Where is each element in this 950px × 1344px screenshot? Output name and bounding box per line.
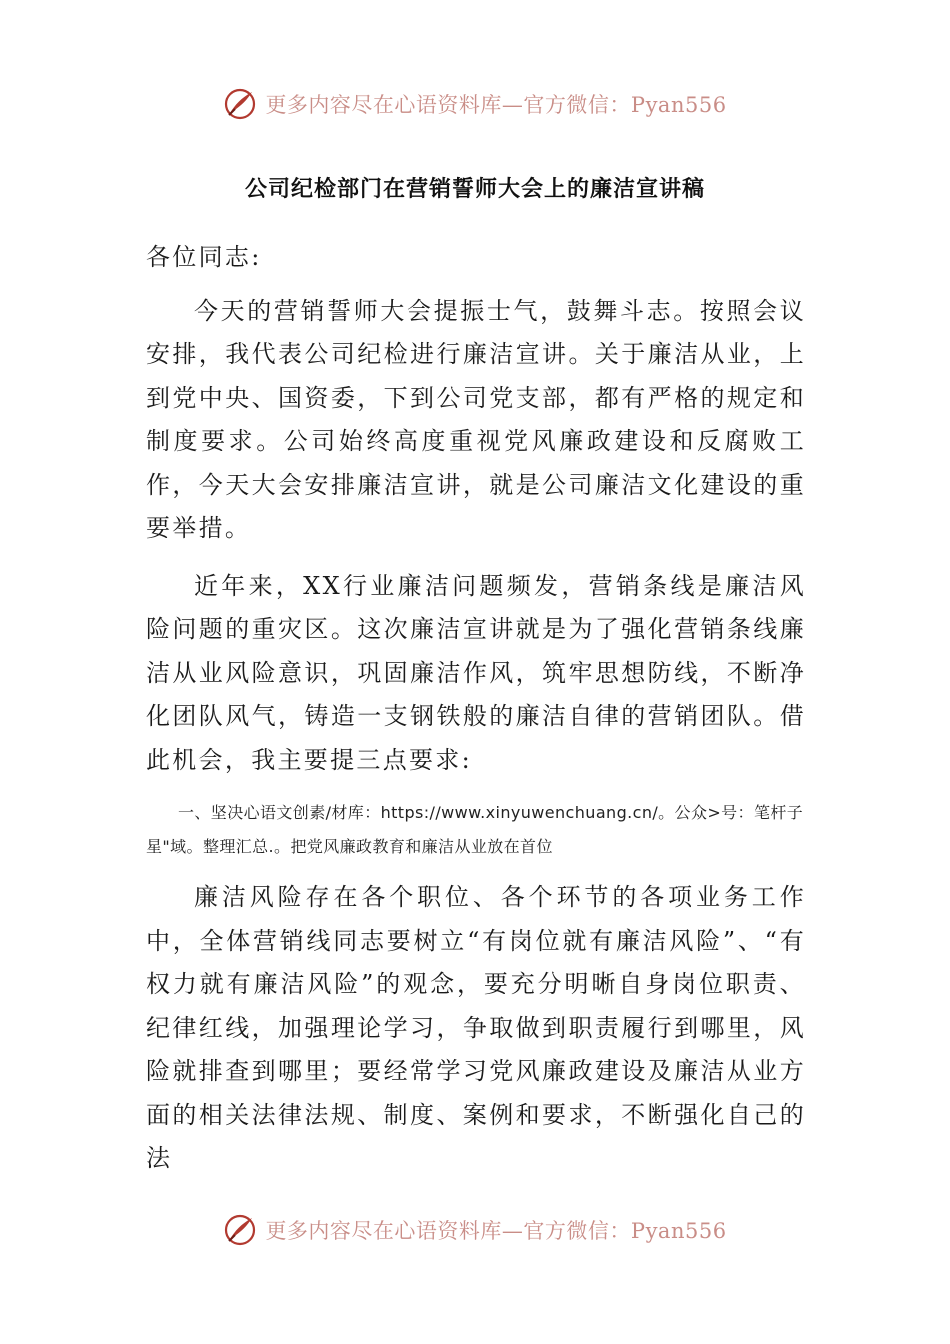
quill-pen-logo-icon xyxy=(223,87,257,121)
paragraph-1: 今天的营销誓师大会提振士气，鼓舞斗志。按照会议安排，我代表公司纪检进行廉洁宣讲。关于廉洁从业，上到党中央、国资委，下到公司党支部，都有严格的规定和制度要求。公司始终高度重视党风廉政建设和反腐败工作，今天大会安排廉洁宣讲，就是公司廉洁文化建设的重要举措。 xyxy=(146,296,806,542)
paragraph-3: 廉洁风险存在各个职位、各个环节的各项业务工作中，全体营销线同志要树立“有岗位就有廉洁风险”、“有权力就有廉洁风险”的观念，要充分明晰自身岗位职责、纪律红线，加强理论学习，争取做到职责履行到哪里，风险就排查到哪里；要经常学习党风廉政建设及廉洁从业方面的相关法律法规、制度、案例和要求，不断强化自己的法 xyxy=(146,883,806,1172)
document-title: 公司纪检部门在营销誓师大会上的廉洁宣讲稿 xyxy=(244,177,705,202)
watermark-banner-bottom xyxy=(0,1210,950,1250)
salutation: 各位同志: xyxy=(146,243,262,271)
paragraph-2: 近年来，XX行业廉洁问题频发，营销条线是廉洁风险问题的重灾区。这次廉洁宣讲就是为了强化营销条线廉洁从业风险意识，巩固廉洁作风，筑牢思想防线，不断净化团队风气，铸造一支钢铁般的廉洁自律的营销团队。借此机会，我主要提三点要求: xyxy=(146,571,806,774)
quill-pen-logo-icon xyxy=(223,1213,257,1247)
watermark-text: 更多内容尽在心语资料库—官方微信：Pyan556 xyxy=(265,1219,727,1243)
document-body xyxy=(146,236,806,1181)
watermark-banner-top xyxy=(0,84,950,124)
section-heading-1: 一、坚决心语文创素/材库：https://www.xinyuwenchuang.cn/。公众>号：笔杆子星"域。整理汇总.。把党风廉政教育和廉洁从业放在首位 xyxy=(146,803,804,856)
watermark-text: 更多内容尽在心语资料库—官方微信：Pyan556 xyxy=(265,93,727,117)
